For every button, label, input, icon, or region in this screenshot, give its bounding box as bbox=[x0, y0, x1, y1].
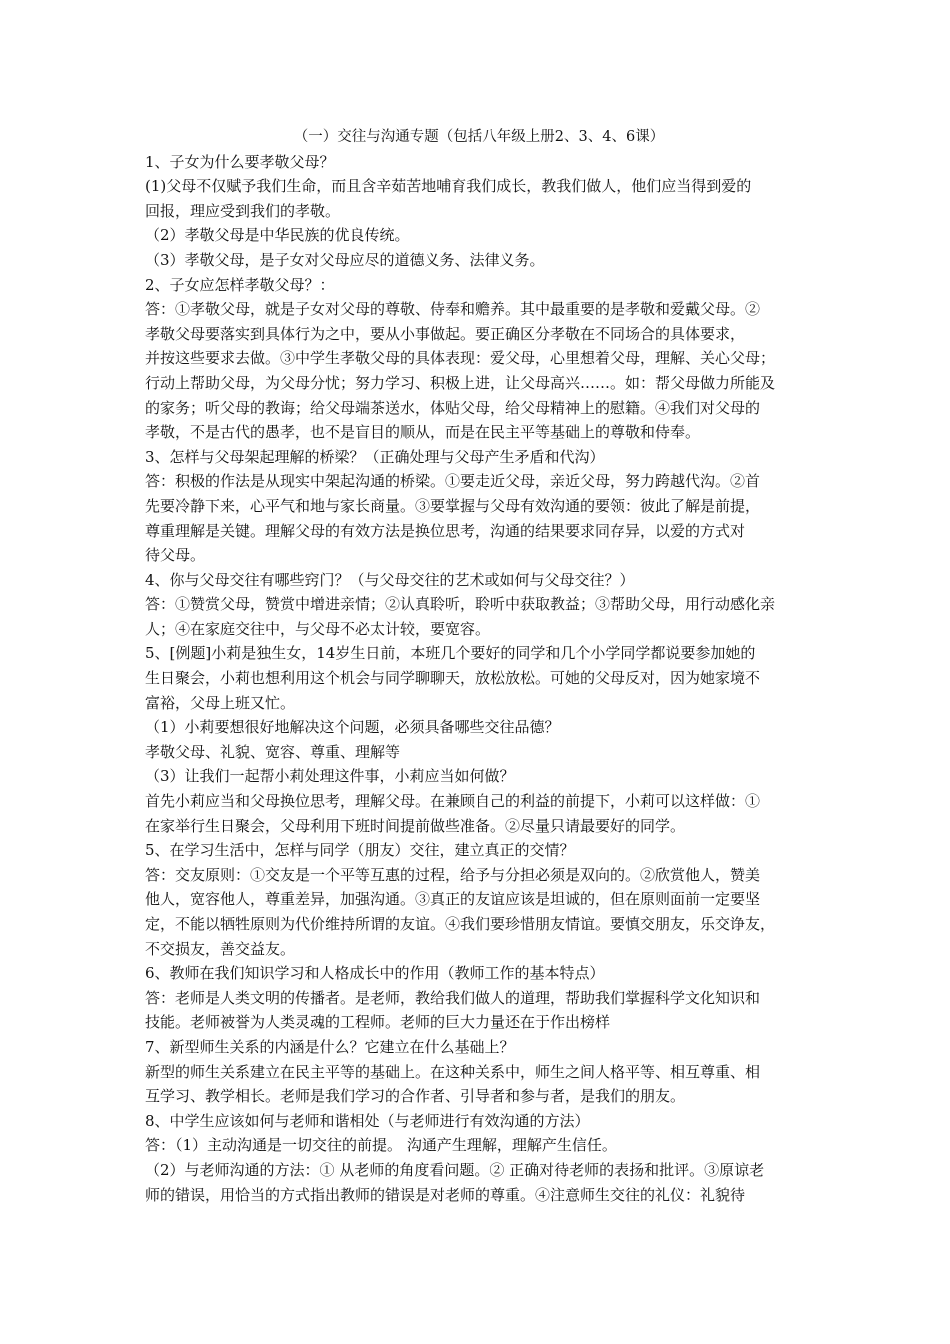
text-line: 4、你与父母交往有哪些窍门？（与父母交往的艺术或如何与父母交往？） bbox=[145, 570, 635, 589]
document-page bbox=[145, 125, 813, 1207]
text-line: 3、怎样与父母架起理解的桥梁？（正确处理与父母产生矛盾和代沟） bbox=[145, 447, 605, 466]
text-line: 7、新型师生关系的内涵是什么？它建立在什么基础上？ bbox=[145, 1037, 515, 1056]
text-line: 答：①赞赏父母，赞赏中增进亲情；②认真聆听，聆听中获取教益；③帮助父母，用行动感化亲 bbox=[145, 595, 776, 614]
text-line: 新型的师生关系建立在民主平等的基础上。在这种关系中，师生之间人格平等、相互尊重、相 bbox=[145, 1062, 761, 1081]
text-line: 首先小莉应当和父母换位思考，理解父母。在兼顾自己的利益的前提下，小莉可以这样做：① bbox=[145, 792, 761, 811]
text-line: 5、在学习生活中，怎样与同学（朋友）交往，建立真正的交情？ bbox=[145, 841, 575, 860]
document-title: （一）交往与沟通专题（包括八年级上册2、3、4、6课） bbox=[293, 129, 665, 145]
text-line: 不交损友，善交益友。 bbox=[145, 939, 296, 958]
text-line: 尊重理解是关键。理解父母的有效方法是换位思考，沟通的结果要求同存异，以爱的方式对 bbox=[145, 521, 746, 540]
text-line: 孝敬父母要落实到具体行为之中，要从小事做起。要正确区分孝敬在不同场合的具体要求， bbox=[145, 324, 746, 343]
text-line: 他人，宽容他人，尊重差异，加强沟通。③真正的友谊应该是坦诚的，但在原则面前一定要坚 bbox=[145, 890, 761, 909]
text-line: 孝敬，不是古代的愚孝，也不是盲目的顺从，而是在民主平等基础上的尊敬和侍奉。 bbox=[145, 423, 701, 442]
text-line: （1）小莉要想很好地解决这个问题，必须具备哪些交往品德？ bbox=[145, 718, 560, 737]
text-line: (1)父母不仅赋予我们生命，而且含辛茹苦地哺育我们成长，教我们做人，他们应当得到爱的 bbox=[145, 177, 752, 196]
text-line: 6、教师在我们知识学习和人格成长中的作用（教师工作的基本特点） bbox=[145, 964, 605, 983]
text-line: 答：交友原则：①交友是一个平等互惠的过程，给予与分担必须是双向的。②欣赏他人，赞美 bbox=[145, 865, 761, 884]
text-line: （2）与老师沟通的方法：① 从老师的角度看问题。② 正确对待老师的表扬和批评。③原谅老 bbox=[145, 1160, 765, 1179]
text-line: 5、[例题]小莉是独生女，14岁生日前，本班几个要好的同学和几个小学同学都说要参加她的 bbox=[145, 644, 756, 663]
text-line: 8、中学生应该如何与老师和谐相处（与老师进行有效沟通的方法） bbox=[145, 1111, 590, 1130]
text-line: 答：老师是人类文明的传播者。是老师，教给我们做人的道理，帮助我们掌握科学文化知识和 bbox=[145, 988, 761, 1007]
text-line: 答：（1）主动沟通是一切交往的前提。 沟通产生理解，理解产生信任。 bbox=[145, 1136, 617, 1155]
text-line: 答：积极的作法是从现实中架起沟通的桥梁。①要走近父母，亲近父母，努力跨越代沟。②首 bbox=[145, 472, 761, 491]
text-line: （3）让我们一起帮小莉处理这件事，小莉应当如何做？ bbox=[145, 767, 515, 786]
text-line: 1、子女为什么要孝敬父母？ bbox=[145, 152, 335, 171]
text-line: 生日聚会，小莉也想利用这个机会与同学聊聊天，放松放松。可她的父母反对，因为她家境不 bbox=[145, 669, 761, 688]
text-line: 孝敬父母、礼貌、宽容、尊重、理解等 bbox=[145, 742, 401, 761]
text-line: 人；④在家庭交往中，与父母不必太计较，要宽容。 bbox=[145, 619, 491, 638]
text-line: （3）孝敬父母，是子女对父母应尽的道德义务、法律义务。 bbox=[145, 250, 545, 269]
text-line: 师的错误，用恰当的方式指出教师的错误是对老师的尊重。④注意师生交往的礼仪：礼貌待 bbox=[145, 1185, 746, 1204]
text-line: 的家务；听父母的教诲；给父母端茶送水，体贴父母，给父母精神上的慰籍。④我们对父母的 bbox=[145, 398, 761, 417]
document-body bbox=[145, 150, 813, 1208]
text-line: 2、子女应怎样孝敬父母？： bbox=[145, 275, 335, 294]
text-line: 回报，理应受到我们的孝敬。 bbox=[145, 201, 341, 220]
text-line: （2）孝敬父母是中华民族的优良传统。 bbox=[145, 226, 410, 245]
text-line: 待父母。 bbox=[145, 546, 206, 565]
text-line: 定，不能以牺牲原则为代价维持所谓的友谊。④我们要珍惜朋友情谊。要慎交朋友，乐交诤友， bbox=[145, 915, 776, 933]
text-line: 互学习、教学相长。老师是我们学习的合作者、引导者和参与者，是我们的朋友。 bbox=[145, 1087, 686, 1106]
text-line: 先要冷静下来，心平气和地与家长商量。③要掌握与父母有效沟通的要领：彼此了解是前提， bbox=[145, 496, 761, 515]
text-line: 富裕，父母上班又忙。 bbox=[145, 693, 296, 712]
text-line: 并按这些要求去做。③中学生孝敬父母的具体表现：爱父母，心里想着父母，理解、关心父母； bbox=[145, 349, 776, 368]
text-line: 行动上帮助父母，为父母分忧；努力学习、积极上进，让父母高兴……。如：帮父母做力所能及 bbox=[145, 373, 776, 392]
text-line: 在家举行生日聚会，父母利用下班时间提前做些准备。②尽量只请最要好的同学。 bbox=[145, 816, 686, 835]
text-line: 答：①孝敬父母，就是子女对父母的尊敬、侍奉和赡养。其中最重要的是孝敬和爱戴父母。② bbox=[145, 300, 761, 319]
text-line: 技能。老师被誉为人类灵魂的工程师。老师的巨大力量还在于作出榜样 bbox=[145, 1013, 611, 1032]
